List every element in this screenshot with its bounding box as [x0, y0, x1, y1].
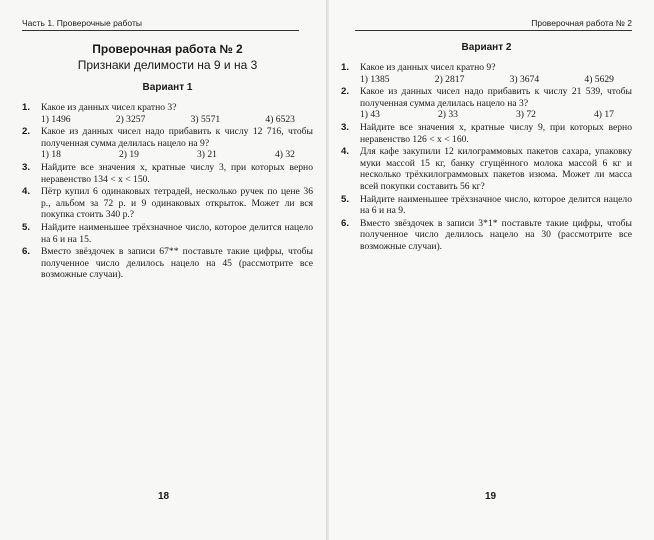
task-number: 6.: [22, 246, 31, 258]
answer-option: 4) 6523: [265, 113, 295, 125]
answer-option: 2) 3257: [115, 113, 146, 125]
answer-option: 3) 5571: [190, 113, 221, 125]
task-item: [341, 62, 632, 85]
answer-options: [360, 109, 632, 121]
variant-heading: Вариант 2: [461, 42, 512, 53]
right-page: [327, 0, 654, 540]
task-text: Какое из данных чисел надо прибавить к числу 21 539, чтобы полученная сумма делилась нацело на 3?: [360, 86, 632, 109]
answer-option: 4) 17: [594, 109, 614, 121]
task-item: [341, 86, 632, 121]
task-number: 4.: [341, 146, 350, 158]
task-text: Найдите наименьшее трёхзначное число, которое делится нацело на 6 и на 15.: [41, 221, 313, 245]
page-number: 18: [157, 491, 170, 502]
answer-option: 2) 33: [438, 109, 458, 121]
answer-option: 1) 43: [360, 109, 380, 121]
task-number: 2.: [341, 86, 350, 98]
answer-option: 2) 19: [119, 149, 139, 161]
answer-option: 3) 72: [516, 109, 536, 121]
variant-heading: Вариант 1: [142, 82, 193, 93]
task-text: Найдите наименьшее трёхзначное число, которое делится нацело на 6 и на 9.: [360, 193, 632, 217]
task-text: Найдите все значения x, кратные числу 3, при которых верно неравенство 134 < x < 150.: [41, 161, 313, 185]
task-text: Вместо звёздочек в записи 67** поставьте такие цифры, чтобы полученное число делилось нацело на 45 (рассмотрите все возможные случаи).: [41, 246, 313, 281]
running-head: Проверочная работа № 2: [355, 18, 632, 31]
task-text: Для кафе закупили 12 килограммовых пакетов сахара, упаковку муки массой 15 кг, банку сгущённого молока массой 6 кг и несколько трёхкилограммовых пакетов изюма. Может ли масса всей покупки составить 56 кг?: [360, 146, 632, 192]
task-item: [22, 186, 313, 221]
task-number: 3.: [22, 161, 31, 173]
task-item: [22, 126, 313, 161]
task-text: Вместо звёздочек в записи 3*1* поставьте такие цифры, чтобы полученное число делилось нацело на 30 (рассмотрите все возможные случаи).: [360, 217, 632, 252]
answer-option: 2) 2817: [434, 73, 465, 85]
answer-option: 3) 21: [197, 149, 217, 161]
answer-options: [41, 114, 313, 126]
task-text: Какое из данных чисел кратно 9?: [360, 62, 496, 73]
answer-options: [360, 74, 632, 86]
work-subtitle: Признаки делимости на 9 и на 3: [77, 58, 258, 72]
task-item: [22, 222, 313, 245]
task-item: [341, 146, 632, 192]
task-number: 4.: [22, 186, 31, 198]
answer-option: 4) 5629: [584, 73, 614, 85]
task-text: Какое из данных чисел надо прибавить к числу 12 716, чтобы полученная сумма делилась нацело на 9?: [41, 126, 313, 149]
task-item: [22, 246, 313, 281]
task-item: [341, 122, 632, 145]
task-item: [22, 162, 313, 185]
task-number: 2.: [22, 126, 31, 138]
page-number: 19: [484, 491, 497, 502]
task-item: [22, 102, 313, 125]
task-number: 5.: [22, 221, 31, 233]
task-number: 1.: [22, 102, 31, 113]
answer-option: 1) 18: [41, 149, 61, 161]
task-text: Какое из данных чисел кратно 3?: [41, 102, 177, 113]
task-item: [341, 218, 632, 253]
task-number: 3.: [341, 121, 350, 133]
task-number: 6.: [341, 217, 350, 229]
task-text: Пётр купил 6 одинаковых тетрадей, несколько ручек по цене 36 р., альбом за 72 р. и 9 одинаковых открыток. Может ли вся покупка стоить 340 р.?: [41, 186, 313, 221]
answer-option: 3) 3674: [509, 73, 540, 85]
task-number: 1.: [341, 62, 350, 73]
answer-option: 4) 32: [275, 149, 295, 161]
task-number: 5.: [341, 193, 350, 205]
answer-option: 1) 1385: [360, 73, 390, 85]
task-list: [22, 102, 313, 281]
answer-option: 1) 1496: [41, 113, 71, 125]
running-head: Часть 1. Проверочные работы: [22, 18, 299, 31]
task-item: [341, 194, 632, 217]
answer-options: [41, 149, 313, 161]
work-title: Проверочная работа № 2: [92, 42, 243, 56]
book-gutter: [326, 0, 329, 540]
task-list: [341, 62, 632, 253]
task-text: Найдите все значения x, кратные числу 9, при которых верно неравенство 126 < x < 160.: [360, 121, 632, 145]
